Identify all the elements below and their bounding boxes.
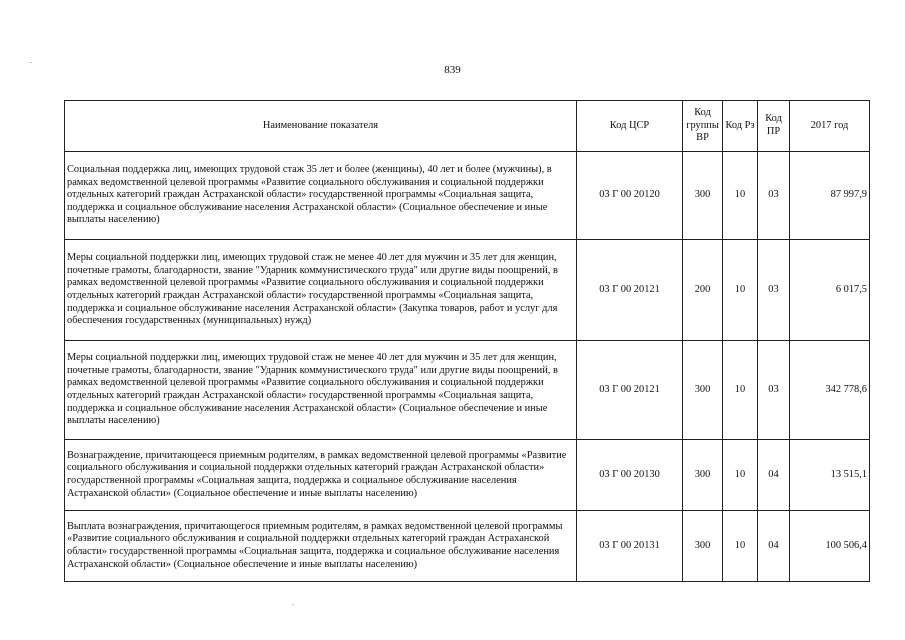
row-amount: 13 515,1 — [790, 440, 870, 511]
row-amount: 87 997,9 — [790, 152, 870, 240]
row-pr: 03 — [758, 240, 790, 341]
header-rz: Код Рз — [723, 101, 758, 152]
row-name: Вознаграждение, причитающееся приемным родителям, в рамках ведомственной целевой программы «Развитие социального обслуживания и социальной поддержки отдельных категорий граждан Астраханской области» государственной программы «Социальная защита, поддержка и социальное обслуживание населения Астраханской области» (Социальное обеспечение и иные выплаты населению) — [65, 440, 577, 511]
row-rz: 10 — [723, 152, 758, 240]
header-name: Наименование показателя — [65, 101, 577, 152]
row-amount: 342 778,6 — [790, 341, 870, 440]
table-row — [65, 341, 870, 440]
header-pr: Код ПР — [758, 101, 790, 152]
row-vr: 200 — [683, 240, 723, 341]
header-csr: Код ЦСР — [577, 101, 683, 152]
row-pr: 03 — [758, 341, 790, 440]
row-name: Меры социальной поддержки лиц, имеющих трудовой стаж не менее 40 лет для мужчин и 35 лет для женщин, почетные грамоты, благодарности, звание "Ударник коммунистического труда" или другие виды поощрений, в рамках ведомственной целевой программы «Развитие социального обслуживания и социальной поддержки отдельных категорий граждан Астраханской области» государственной программы «Социальная защита, поддержка и социальное обслуживание населения Астраханской области» (Закупка товаров, работ и услуг для обеспечения государственных (муниципальных) нужд) — [65, 240, 577, 341]
row-csr: 03 Г 00 20121 — [577, 341, 683, 440]
row-pr: 04 — [758, 511, 790, 582]
row-rz: 10 — [723, 511, 758, 582]
table-header-row — [65, 101, 870, 152]
row-rz: 10 — [723, 440, 758, 511]
table-row — [65, 440, 870, 511]
row-name: Социальная поддержка лиц, имеющих трудовой стаж 35 лет и более (женщины), 40 лет и более (мужчины), в рамках ведомственной целевой программы «Развитие социального обслуживания и социальной поддержки отдельных категорий граждан Астраханской области» государственной программы «Социальная защита, поддержка и социальное обслуживание населения Астраханской области» (Социальное обеспечение и иные выплаты населению) — [65, 152, 577, 240]
page-number: 839 — [444, 64, 461, 76]
row-vr: 300 — [683, 341, 723, 440]
scan-speck: . — [292, 598, 294, 607]
scan-speck: . — [30, 56, 32, 65]
row-name: Меры социальной поддержки лиц, имеющих трудовой стаж не менее 40 лет для мужчин и 35 лет для женщин, почетные грамоты, благодарности, звание "Ударник коммунистического труда" или другие виды поощрений, в рамках ведомственной целевой программы «Развитие социального обслуживания и социальной поддержки отдельных категорий граждан Астраханской области» государственной программы «Социальная защита, поддержка и социальное обслуживание населения Астраханской области» (Социальное обеспечение и иные выплаты населению) — [65, 341, 577, 440]
row-vr: 300 — [683, 511, 723, 582]
table-row — [65, 240, 870, 341]
row-vr: 300 — [683, 152, 723, 240]
header-vr: Код группы ВР — [683, 101, 723, 152]
row-csr: 03 Г 00 20121 — [577, 240, 683, 341]
table-row — [65, 511, 870, 582]
row-amount: 6 017,5 — [790, 240, 870, 341]
row-name: Выплата вознаграждения, причитающегося приемным родителям, в рамках ведомственной целевой программы «Развитие социального обслуживания и социальной поддержки отдельных категорий граждан Астраханской области» государственной программы «Социальная защита, поддержка и социальное обслуживание населения Астраханской области» (Социальное обеспечение и иные выплаты населению) — [65, 511, 577, 582]
row-rz: 10 — [723, 341, 758, 440]
table-row — [65, 152, 870, 240]
row-rz: 10 — [723, 240, 758, 341]
budget-table — [64, 100, 870, 582]
row-amount: 100 506,4 — [790, 511, 870, 582]
row-pr: 04 — [758, 440, 790, 511]
row-vr: 300 — [683, 440, 723, 511]
row-csr: 03 Г 00 20131 — [577, 511, 683, 582]
row-csr: 03 Г 00 20130 — [577, 440, 683, 511]
row-csr: 03 Г 00 20120 — [577, 152, 683, 240]
row-pr: 03 — [758, 152, 790, 240]
header-amount: 2017 год — [790, 101, 870, 152]
